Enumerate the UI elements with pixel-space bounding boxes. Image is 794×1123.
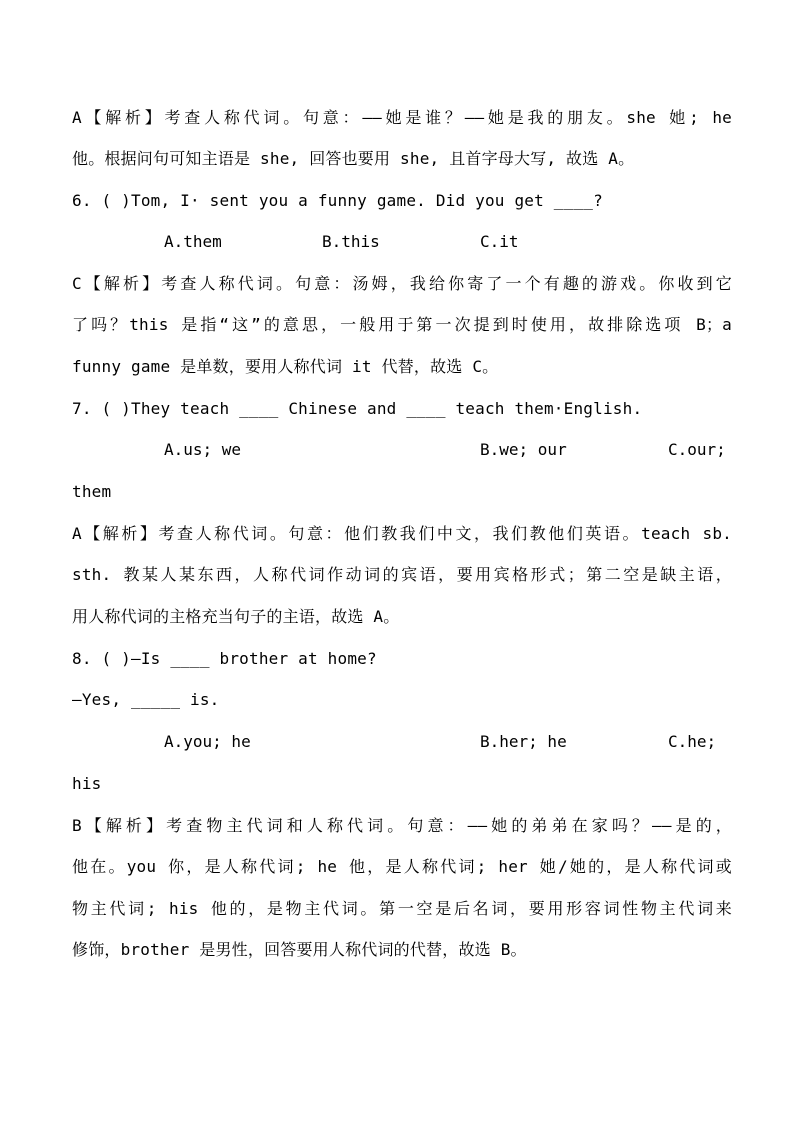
- q7-answer-line-2: sth. 教某人某东西，人称代词作动词的宾语，要用宾格形式；第二空是缺主语，: [72, 565, 732, 584]
- q8-option-b: B.her; he: [480, 732, 567, 751]
- q8-stem: 8. ( )—Is ____ brother at home?: [72, 649, 377, 668]
- q6-option-c: C.it: [480, 232, 519, 251]
- q7-answer-line-1: A【解析】考查人称代词。句意：他们教我们中文，我们教他们英语。teach sb.: [72, 524, 732, 543]
- q6-option-a: A.them: [164, 232, 222, 251]
- q8-answer-line-4: 修饰，brother 是男性，回答要用人称代词的代替，故选 B。: [72, 940, 527, 959]
- q5-answer-line-2: 他。根据问句可知主语是 she, 回答也要用 she, 且首字母大写, 故选 A。: [72, 149, 635, 168]
- q7-answer-line-3: 用人称代词的主格充当句子的主语，故选 A。: [72, 607, 400, 626]
- q7-option-c: C.our;: [668, 440, 726, 459]
- q8-answer-line-1: B【解析】考查物主代词和人称代词。句意：——她的弟弟在家吗？——是的，: [72, 816, 732, 835]
- q8-answer-line-2: 他在。you 你，是人称代词; he 他，是人称代词; her 她/她的，是人称代词或: [72, 857, 732, 876]
- q7-option-a: A.us; we: [164, 440, 242, 459]
- q6-answer-line-3: funny game 是单数，要用人称代词 it 代替，故选 C。: [72, 357, 499, 376]
- q6-answer-line-1: C【解析】考查人称代词。句意：汤姆，我给你寄了一个有趣的游戏。你收到它: [72, 274, 732, 293]
- q8-reply: —Yes, _____ is.: [72, 690, 220, 709]
- q7-stem: 7. ( )They teach ____ Chinese and ____ teach them·English.: [72, 399, 643, 418]
- q8-option-c-wrap: his: [72, 774, 102, 793]
- q5-answer-line-1: A【解析】考查人称代词。句意：——她是谁？——她是我的朋友。she 她; he: [72, 108, 732, 127]
- q6-stem: 6. ( )Tom, I· sent you a funny game. Did you get ____?: [72, 191, 603, 210]
- q8-answer-line-3: 物主代词; his 他的，是物主代词。第一空是后名词，要用形容词性物主代词来: [72, 899, 732, 918]
- q7-option-c-wrap: them: [72, 482, 112, 501]
- q6-answer-line-2: 了吗？this 是指“这”的意思，一般用于第一次提到时使用，故排除选项 B；a: [72, 315, 732, 334]
- q8-option-c: C.he;: [668, 732, 717, 751]
- q6-option-b: B.this: [322, 232, 380, 251]
- q8-option-a: A.you; he: [164, 732, 251, 751]
- q7-option-b: B.we; our: [480, 440, 567, 459]
